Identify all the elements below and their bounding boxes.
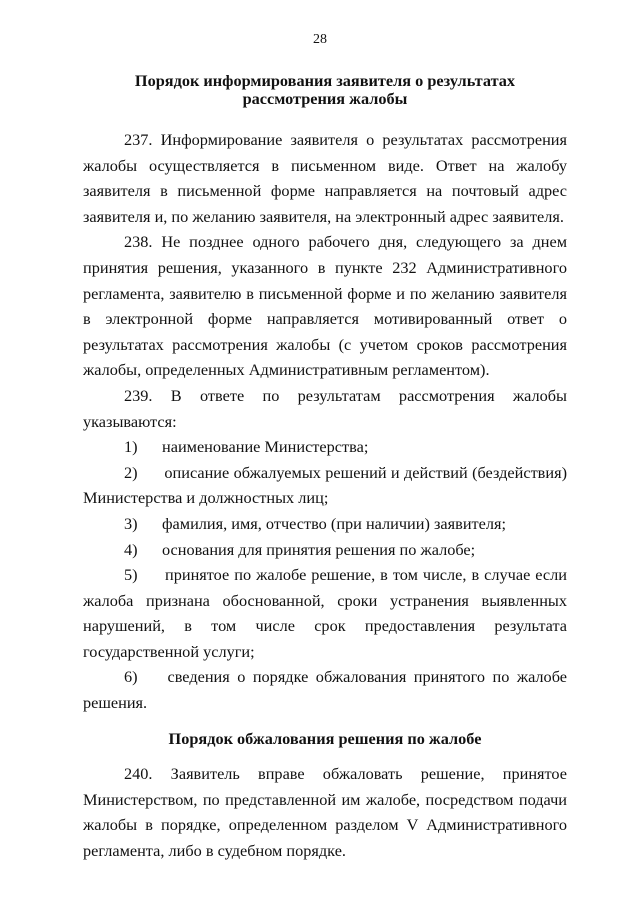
list-item	[83, 434, 567, 460]
list-item	[83, 562, 567, 664]
list-item	[83, 537, 567, 563]
list-item-number: 4)	[124, 539, 138, 559]
page-content	[83, 72, 567, 864]
section-heading-appeal: Порядок обжалования решения по жалобе	[168, 728, 482, 748]
list-item-number: 2)	[124, 462, 138, 482]
list-item-number: 5)	[124, 565, 138, 585]
section-heading-informing	[83, 72, 567, 107]
paragraph-237: 237. Информирование заявителя о результатах рассмотрения жалобы осуществляется в письменном виде. Ответ на жалобу заявителя в письменной форме направляется на почтовый адрес заявителя и, по желанию заявителя, на электронный адрес заявителя.	[83, 130, 567, 226]
list-item-number: 1)	[124, 437, 138, 457]
heading-line-2: рассмотрения жалобы	[242, 88, 408, 108]
list-item	[83, 460, 567, 511]
paragraph-240: 240. Заявитель вправе обжаловать решение, принятое Министерством, по представленной им жалобе, посредством подачи жалобы в порядке, определенном разделом V Административного регламента, либо в судебном порядке.	[83, 764, 567, 860]
heading-line-1: Порядок информирования заявителя о результатах	[134, 71, 516, 90]
list-item-text: описание обжалуемых решений и действий (бездействия) Министерства и должностных лиц;	[83, 462, 567, 508]
list-item-text: основания для принятия решения по жалобе;	[162, 539, 476, 559]
list-item	[83, 511, 567, 537]
paragraph-238: 238. Не позднее одного рабочего дня, следующего за днем принятия решения, указанного в пункте 232 Административного регламента, заявителю в письменной форме и по желанию заявителя в электронной форме направляется мотивированный ответ о результатах рассмотрения жалобы (с учетом сроков рассмотрения жалобы, определенных Административным регламентом).	[83, 232, 567, 380]
list-item-text: наименование Министерства;	[162, 437, 369, 457]
list-item	[83, 664, 567, 715]
page-number: 28	[313, 32, 327, 47]
list-item-text: принятое по жалобе решение, в том числе, в случае если жалоба признана обоснованной, сроки устранения выявленных нарушений, в том числе срок предоставления результата государственной услуги;	[83, 565, 567, 661]
paragraph-239: 239. В ответе по результатам рассмотрения жалобы указываются:	[83, 385, 567, 431]
list-item-text: фамилия, имя, отчество (при наличии) заявителя;	[162, 513, 507, 533]
list-item-number: 3)	[124, 513, 138, 533]
list-item-number: 6)	[124, 667, 138, 687]
list-item-text: сведения о порядке обжалования принятого по жалобе решения.	[83, 667, 567, 713]
